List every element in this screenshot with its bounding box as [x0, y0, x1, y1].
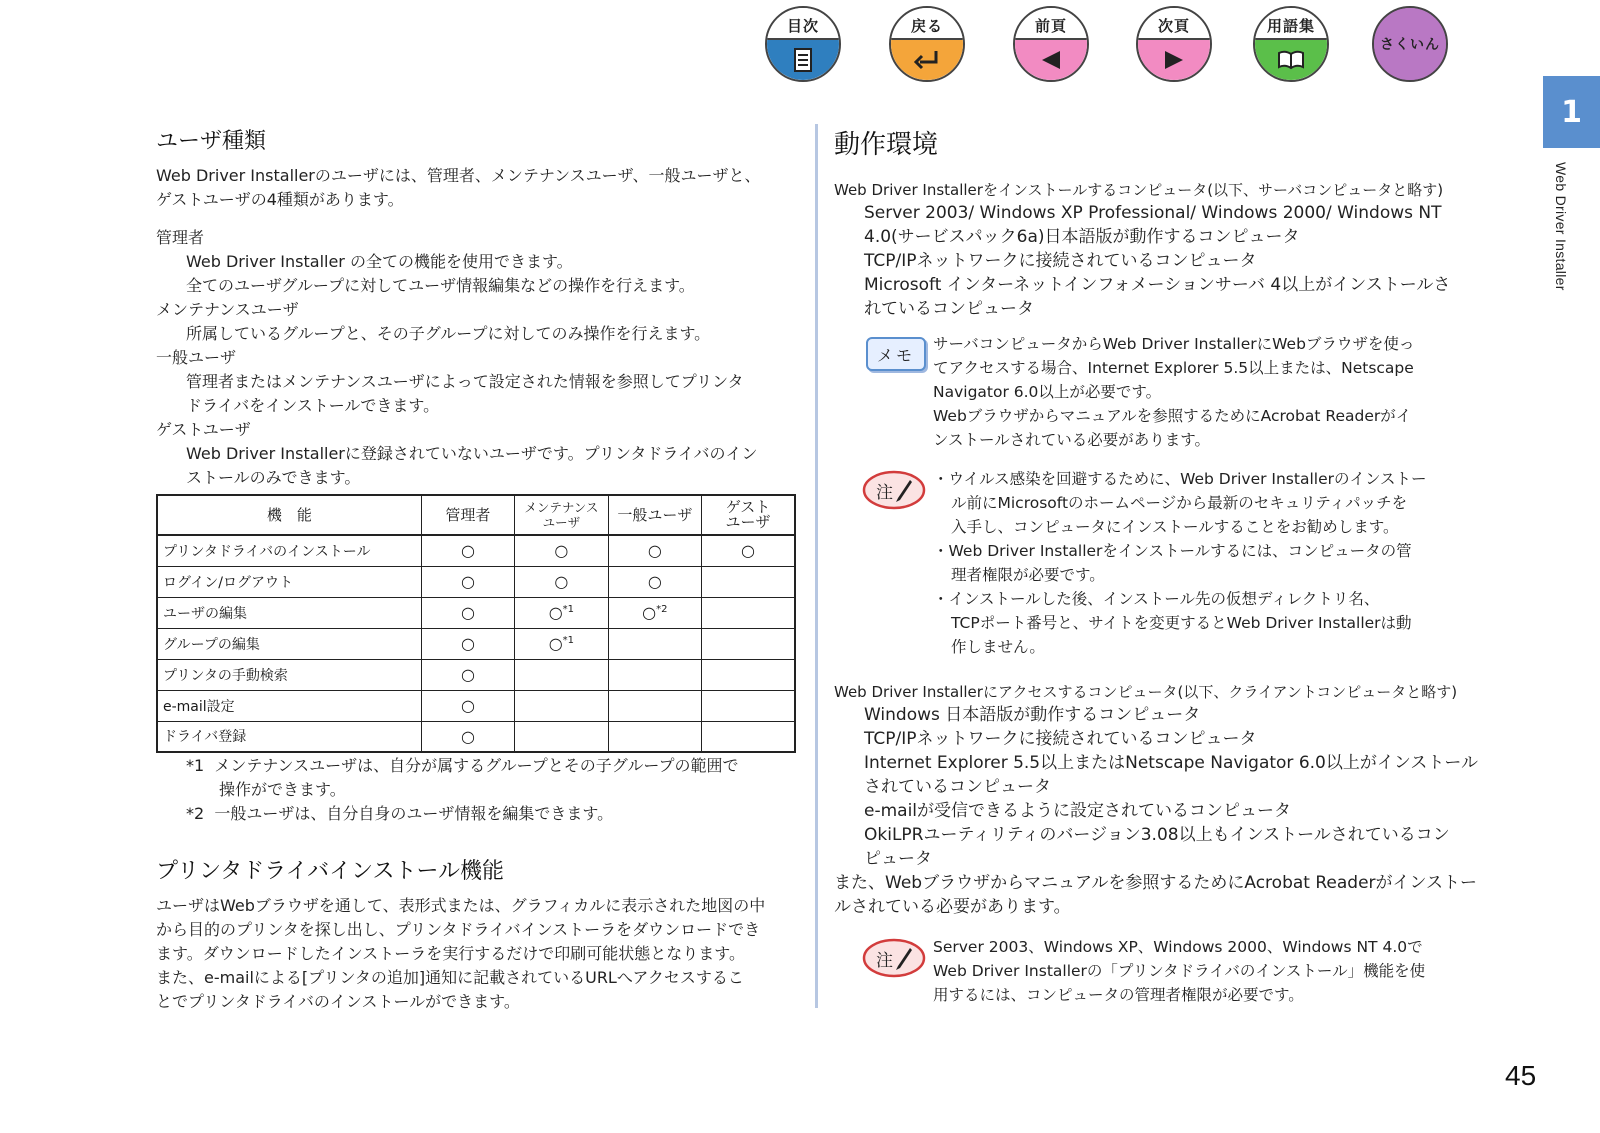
triangle-right-icon [1138, 38, 1210, 80]
general-term: 一般ユーザ [156, 348, 237, 367]
user-type-list [156, 226, 758, 490]
glossary-label: 用語集 [1255, 8, 1327, 38]
caution-label: 注 [876, 951, 893, 971]
book-icon [1255, 38, 1327, 80]
contents-icon [767, 38, 839, 80]
server-list: Server 2003/ Windows XP Professional/ Windows 2000/ Windows NT 4.0(サービスパック6a)日本語版が動作するコンピュータ TCP/IPネットワークに接続されているコンピュータ Microsoft インターネットインフォメーションサーバ 4以上がインストールさ れているコンピュータ [864, 203, 1451, 319]
column-divider [815, 124, 818, 1008]
admin-desc: 全てのユーザグループに対してユーザ情報編集などの操作を行えます。 [186, 276, 695, 295]
function-permission-table [156, 494, 796, 753]
contents-button[interactable] [765, 6, 841, 82]
server-requirements [834, 178, 1443, 202]
prev-page-label: 前頁 [1015, 8, 1087, 38]
general-desc: ドライバをインストールできます。 [186, 396, 440, 415]
index-button[interactable] [1372, 6, 1448, 82]
caution-list: ・ウイルス感染を回避するために、Web Driver Installerのインストー ル前にMicrosoftのホームページから最新のセキュリティパッチを 入手し、コンピュータにインストールすることをお勧めします。 ・Web Driver Installerをインストールするには、コンピュータの管 理者権限が必要です。 ・インストールした後、インストール先の仮想ディレクトリ名、 TCPポート番号と、サイトを変更するとWeb Driver Installerは動 作しません。 [933, 470, 1427, 656]
server-heading: Web Driver Installerをインストールするコンピュータ(以下、サーバコンピュータと略す) [834, 181, 1444, 199]
maint-desc: 所属しているグループと、その子グループに対してのみ操作を行えます。 [186, 324, 711, 343]
table-row: ログイン/ログアウト ○ ○ ○ [157, 566, 795, 597]
guest-desc: Web Driver Installerに登録されていないユーザです。プリンタドライバのイン [186, 444, 758, 463]
prev-page-button[interactable] [1013, 6, 1089, 82]
memo-icon: メモ [866, 337, 926, 371]
next-page-button[interactable] [1136, 6, 1212, 82]
environment-heading: 動作環境 [834, 130, 939, 160]
table-header-row [157, 495, 795, 535]
contents-label: 目次 [767, 8, 839, 38]
chapter-label: Web Driver Installer [1553, 162, 1569, 291]
install-body: ユーザはWebブラウザを通して、表形式または、グラフィカルに表示された地図の中 から目的のプリンタを探し出し、プリンタドライバインストーラをダウンロードでき ます。ダウンロードしたインストーラを実行するだけで印刷可能状態となります。 また、e-mailによる[プリンタの追加]通知に記載されているURLへアクセスするこ とでプリンタドライバのインストールができます。 [156, 896, 766, 1011]
back-label: 戻る [891, 8, 963, 38]
footnote-2: *2 一般ユーザは、自分自身のユーザ情報を編集できます。 [186, 804, 614, 823]
caution-icon [862, 938, 926, 978]
table-header: メンテナンス ユーザ [515, 495, 608, 535]
caution-admin-text: Server 2003、Windows XP、Windows 2000、Windows NT 4.0で Web Driver Installerの「プリンタドライバのインストール」機能を使 用するには、コンピュータの管理者権限が必要です。 [933, 938, 1426, 1004]
general-desc: 管理者またはメンテナンスユーザによって設定された情報を参照してプリンタ [186, 372, 744, 391]
back-button[interactable] [889, 6, 965, 82]
caution-label: 注 [876, 483, 893, 503]
user-types-intro: Web Driver Installerのユーザには、管理者、メンテナンスユーザ、一般ユーザと、 ゲストユーザの4種類があります。 [156, 166, 761, 209]
index-label: さくいん [1374, 8, 1446, 80]
triangle-left-icon [1015, 38, 1087, 80]
caution-icon [862, 470, 926, 510]
user-types-heading: ユーザ種類 [156, 129, 267, 154]
table-header: 機 能 [157, 495, 421, 535]
chapter-tab[interactable]: 1 [1543, 76, 1600, 148]
table-row: ユーザの編集 ○ ○$^{*1}$ ○$^{*2}$ [157, 597, 795, 628]
admin-term: 管理者 [156, 228, 205, 247]
glossary-button[interactable] [1253, 6, 1329, 82]
table-header: 一般ユーザ [608, 495, 701, 535]
page-number: 45 [1505, 1060, 1537, 1091]
maint-term: メンテナンスユーザ [156, 300, 299, 319]
client-heading: Web Driver Installerにアクセスするコンピュータ(以下、クライアントコンピュータと略す) [834, 683, 1458, 701]
admin-desc: Web Driver Installer の全ての機能を使用できます。 [186, 252, 573, 271]
table-header: 管理者 [421, 495, 514, 535]
table-row: e-mail設定 ○ [157, 690, 795, 721]
table-row: プリンタの手動検索 ○ [157, 659, 795, 690]
footnotes: *1 メンテナンスユーザは、自分が属するグループとその子グループの範囲で 操作ができます。 *2 一般ユーザは、自分自身のユーザ情報を編集できます。 [186, 754, 739, 826]
table-header: ゲスト ユーザ [702, 495, 795, 535]
client-extra: また、Webブラウザからマニュアルを参照するためにAcrobat Readerがインストー ルされている必要があります。 [834, 873, 1478, 917]
guest-term: ゲストユーザ [156, 420, 251, 439]
client-list: Windows 日本語版が動作するコンピュータ TCP/IPネットワークに接続されているコンピュータ Internet Explorer 5.5以上またはNetscape Navigator 6.0以上がインストール されているコンピュータ e-mailが受信できるように設定されているコンピュータ OkiLPRユーティリティのバージョン3.08以上もインストールされているコン ピュータ [864, 705, 1479, 869]
next-page-label: 次頁 [1138, 8, 1210, 38]
footnote-1: *1 メンテナンスユーザは、自分が属するグループとその子グループの範囲で [186, 756, 739, 775]
guest-desc: ストールのみできます。 [186, 468, 361, 487]
table-row: プリンタドライバのインストール ○ ○ ○ ○ [157, 535, 795, 566]
return-arrow-icon [891, 38, 963, 80]
table-row: グループの編集 ○ ○$^{*1}$ [157, 628, 795, 659]
memo-text: サーバコンピュータからWeb Driver InstallerにWebブラウザを使っ てアクセスする場合、Internet Explorer 5.5以上または、Netscape Navigator 6.0以上が必要です。 Webブラウザからマニュアルを参照するためにAcrobat Readerがイ ンストールされている必要があります。 [933, 335, 1415, 449]
table-row: ドライバ登録 ○ [157, 721, 795, 752]
install-heading: プリンタドライバインストール機能 [156, 859, 505, 884]
